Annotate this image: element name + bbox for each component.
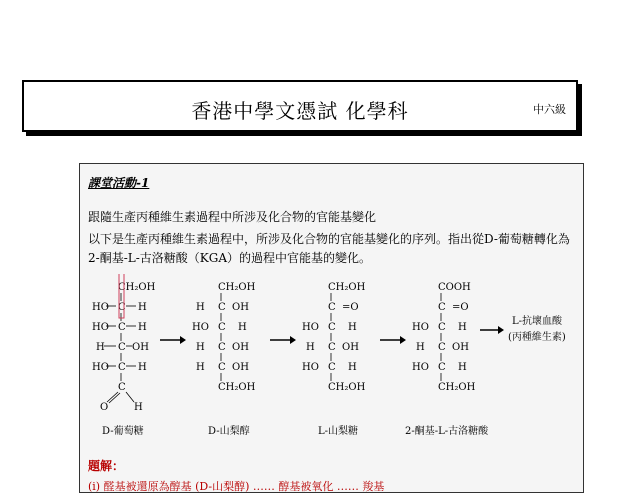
- activity-title: 課堂活動-1: [88, 176, 150, 190]
- mol3-name: L-山梨糖: [318, 426, 359, 437]
- svg-text:C: C: [218, 362, 226, 373]
- answer-text: (i) 醛基被還原為醇基 (D-山梨醇) …… 醇基被氧化 …… 羧基: [88, 480, 385, 493]
- svg-text:COOH: COOH: [438, 282, 471, 293]
- activity-subtitle: 跟隨生產丙種維生素過程中所涉及化合物的官能基變化: [88, 210, 377, 224]
- grade-label: 中六級: [533, 103, 566, 116]
- svg-text:H: H: [416, 342, 425, 353]
- arrow-3: [380, 336, 406, 344]
- svg-text:C: C: [328, 342, 336, 353]
- svg-text:H: H: [458, 362, 467, 373]
- arrow-2: [270, 336, 296, 344]
- svg-text:HO: HO: [302, 322, 319, 333]
- mol1-name: D-葡萄糖: [102, 426, 144, 437]
- svg-text:OH: OH: [232, 362, 249, 373]
- svg-text:C: C: [118, 302, 126, 313]
- svg-text:CH₂OH: CH₂OH: [218, 282, 256, 293]
- svg-text:C: C: [438, 342, 446, 353]
- activity-panel: [79, 163, 584, 493]
- svg-text:C: C: [118, 362, 126, 373]
- svg-text:CH₂OH: CH₂OH: [328, 382, 366, 393]
- svg-text:OH: OH: [232, 302, 249, 313]
- answer-label: 題解：: [88, 459, 125, 473]
- svg-text:H: H: [196, 302, 205, 313]
- svg-text:HO: HO: [92, 362, 109, 373]
- svg-text:C: C: [218, 322, 226, 333]
- activity-instructions: 以下是生產丙種維生素過程中，所涉及化合物的官能基變化的序列。指出從D-葡萄糖轉化為2-酮基-L-古洛糖酸（KGA）的過程中官能基的變化。: [88, 232, 570, 265]
- mol1-c6: CH₂OH: [118, 282, 156, 293]
- svg-text:H: H: [138, 302, 147, 313]
- svg-text:OH: OH: [342, 342, 359, 353]
- svg-text:H: H: [196, 342, 205, 353]
- svg-text:C: C: [328, 302, 336, 313]
- svg-text:HO: HO: [412, 322, 429, 333]
- svg-text:H: H: [306, 342, 315, 353]
- svg-text:OH: OH: [452, 342, 469, 353]
- svg-text:C: C: [118, 322, 126, 333]
- svg-text:H: H: [196, 362, 205, 373]
- svg-text:HO: HO: [92, 322, 109, 333]
- svg-text:H: H: [348, 322, 357, 333]
- header-banner: [22, 80, 578, 132]
- svg-text:CH₂OH: CH₂OH: [438, 382, 476, 393]
- svg-text:H: H: [96, 342, 105, 353]
- svg-text:HO: HO: [192, 322, 209, 333]
- svg-text:CH₂OH: CH₂OH: [218, 382, 256, 393]
- svg-text:HO: HO: [412, 362, 429, 373]
- molecule-l-sorbose: [302, 282, 366, 393]
- svg-text:=O: =O: [342, 302, 359, 313]
- svg-text:H: H: [138, 322, 147, 333]
- svg-text:H: H: [238, 322, 247, 333]
- svg-text:H: H: [134, 402, 143, 413]
- molecule-d-sorbitol: [192, 282, 256, 393]
- molecule-d-glucose: [92, 274, 156, 413]
- svg-text:H: H: [348, 362, 357, 373]
- arrow-4: [480, 326, 504, 334]
- molecule-kga: [412, 282, 476, 393]
- svg-text:C: C: [328, 362, 336, 373]
- svg-text:C: C: [438, 302, 446, 313]
- svg-text:C: C: [118, 382, 126, 393]
- svg-text:HO: HO: [302, 362, 319, 373]
- mol2-name: D-山梨醇: [208, 426, 250, 437]
- svg-text:H: H: [458, 322, 467, 333]
- svg-text:=O: =O: [452, 302, 469, 313]
- svg-text:C: C: [438, 322, 446, 333]
- svg-text:C: C: [328, 322, 336, 333]
- svg-text:O: O: [100, 402, 109, 413]
- svg-text:C: C: [438, 362, 446, 373]
- page-title: 香港中學文憑試 化學科: [191, 99, 409, 123]
- svg-text:HO: HO: [92, 302, 109, 313]
- svg-text:C: C: [118, 342, 126, 353]
- svg-text:OH: OH: [232, 342, 249, 353]
- arrow-1: [160, 336, 186, 344]
- svg-text:CH₂OH: CH₂OH: [328, 282, 366, 293]
- reaction-diagram: [80, 274, 585, 454]
- product-name: L-抗壞血酸: [512, 316, 563, 327]
- svg-text:C: C: [218, 342, 226, 353]
- product-subname: (丙種維生素): [508, 332, 566, 343]
- mol4-name: 2-酮基-L-古洛糖酸: [405, 426, 489, 437]
- svg-text:H: H: [138, 362, 147, 373]
- svg-text:OH: OH: [132, 342, 149, 353]
- svg-text:C: C: [218, 302, 226, 313]
